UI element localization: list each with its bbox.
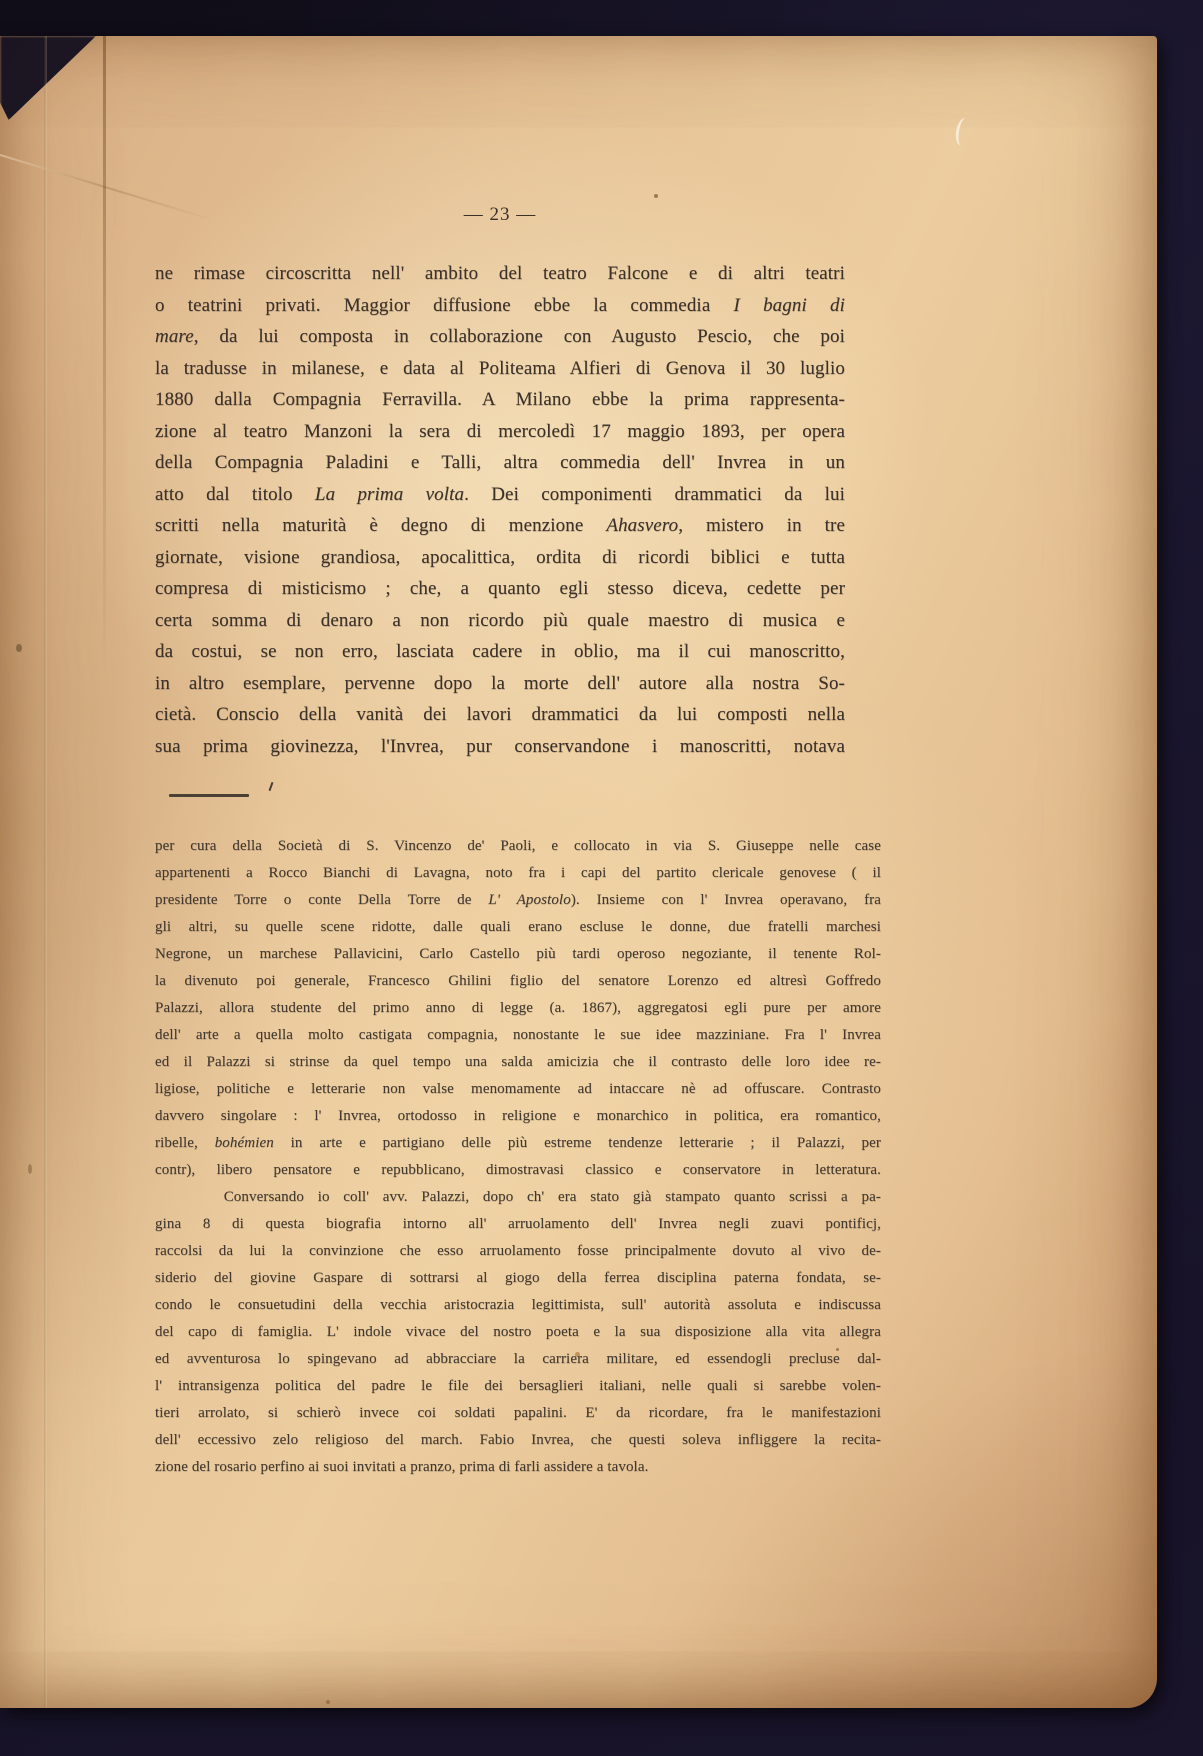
page-number: — 23 — xyxy=(463,204,537,225)
footnote-line-5: Negrone, un marchese Pallavicini, Carlo Castello più tardi operoso negoziante, il tenente Rol- xyxy=(155,946,881,962)
page-crease-left xyxy=(44,36,47,1708)
body-line-7: della Compagnia Paladini e Talli, altra commedia dell' Invrea in un xyxy=(155,452,845,473)
paper-speck xyxy=(326,1700,330,1704)
body-line-4: la tradusse in milanese, e data al Politeama Alfieri di Genova il 30 luglio xyxy=(155,357,845,379)
footnote-line-3: presidente Torre o conte Della Torre de L' Apostolo). Insieme con l' Invrea operavano, fra xyxy=(155,892,881,908)
footnote-separator xyxy=(169,794,249,797)
body-line-15: cietà. Conscio della vanità dei lavori drammatici da lui composti nella xyxy=(155,704,845,725)
footnote-line-7: Palazzi, allora studente del primo anno di legge (a. 1867), aggregatosi egli pure per amore xyxy=(155,1000,881,1016)
body-line-14: in altro esemplare, pervenne dopo la morte dell' autore alla nostra So- xyxy=(155,672,845,694)
body-line-10: giornate, visione grandiosa, apocalittica, ordita di ricordi biblici e tutta xyxy=(155,546,845,568)
body-line-9: scritti nella maturità è degno di menzione Ahasvero, mistero in tre xyxy=(155,515,845,536)
body-line-12: certa somma di denaro a non ricordo più quale maestro di musica e xyxy=(155,609,845,631)
footnote-line-21: l' intransigenza politica del padre le file dei bersaglieri italiani, nelle quali si sarebbe volen- xyxy=(155,1378,881,1394)
ink-tick-mark xyxy=(269,782,274,791)
body-line-1: ne rimase circoscritta nell' ambito del teatro Falcone e di altri teatri xyxy=(155,263,845,284)
body-line-13: da costui, se non erro, lasciata cadere in oblio, ma il cui manoscritto, xyxy=(155,641,845,662)
footnote-line-11: davvero singolare : l' Invrea, ortodosso in religione e monarchico in politica, era romantico, xyxy=(155,1108,881,1124)
footnote-line-19: del capo di famiglia. L' indole vivace del nostro poeta e la sua disposizione alla vita allegra xyxy=(155,1324,881,1340)
footnote-line-23: dell' eccessivo zelo religioso del march. Fabio Invrea, che questi soleva infliggere la recita- xyxy=(155,1432,881,1448)
paper-speck xyxy=(28,1164,32,1174)
book-page xyxy=(0,36,1157,1708)
body-line-8: atto dal titolo La prima volta. Dei componimenti drammatici da lui xyxy=(155,483,845,505)
main-paragraph xyxy=(155,258,845,762)
footnote-line-6: la divenuto poi generale, Francesco Ghilini figlio del senatore Lorenzo ed altresì Goffredo xyxy=(155,973,881,989)
body-line-2: o teatrini privati. Maggior diffusione ebbe la commedia I bagni di xyxy=(155,294,845,316)
body-line-6: zione al teatro Manzoni la sera di mercoledì 17 maggio 1893, per opera xyxy=(155,420,845,442)
page-crease-binding xyxy=(103,36,106,676)
pen-mark xyxy=(954,117,973,147)
footnote-line-10: ligiose, politiche e letterarie non valse menomamente ad intaccare nè ad offuscare. Contrasto xyxy=(155,1081,881,1097)
footnote-line-14: Conversando io coll' avv. Palazzi, dopo ch' era stato già stampato quanto scrissi a pa- xyxy=(155,1189,881,1205)
footnote-line-16: raccolsi da lui la convinzione che esso arruolamento fosse principalmente dovuto al vivo de- xyxy=(155,1243,881,1259)
footnote-line-13: contr), libero pensatore e repubblicano, dimostravasi classico e conservatore in letteratura. xyxy=(155,1162,881,1178)
paper-speck xyxy=(16,644,22,652)
paper-speck xyxy=(654,194,658,198)
body-line-5: 1880 dalla Compagnia Ferravilla. A Milano ebbe la prima rappresenta- xyxy=(155,389,845,410)
page-corner-fold xyxy=(0,36,96,120)
footnote-line-9: ed il Palazzi si strinse da quel tempo una salda amicizia che il contrasto delle loro idee re- xyxy=(155,1054,881,1070)
footnote-line-24: zione del rosario perfino ai suoi invitati a pranzo, prima di farli assidere a tavola. xyxy=(155,1459,649,1475)
footnote-line-2: appartenenti a Rocco Bianchi di Lavagna, noto fra i capi del partito clericale genovese ( il xyxy=(155,865,881,881)
footnote-line-15: gina 8 di questa biografia intorno all' arruolamento dell' Invrea negli zuavi pontificj, xyxy=(155,1216,881,1232)
body-line-3: mare, da lui composta in collaborazione con Augusto Pescio, che poi xyxy=(155,326,845,347)
footnote-line-20: ed avventurosa lo spingevano ad abbracciare la carriera militare, ed essendogli precluse dal- xyxy=(155,1351,881,1367)
footnote-line-18: condo le consuetudini della vecchia aristocrazia legittimista, sull' autorità assoluta e indiscussa xyxy=(155,1297,881,1313)
body-line-16: sua prima giovinezza, l'Invrea, pur conservandone i manoscritti, notava xyxy=(155,735,845,757)
footnote-line-4: gli altri, su quelle scene ridotte, dalle quali erano escluse le donne, due fratelli marchesi xyxy=(155,919,881,935)
footnote-line-22: tieri arrolato, si schierò invece coi soldati papalini. E' da ricordare, fra le manifestazioni xyxy=(155,1405,881,1421)
footnote-line-1: per cura della Società di S. Vincenzo de' Paoli, e collocato in via S. Giuseppe nelle case xyxy=(155,838,881,854)
footnote-line-12: ribelle, bohémien in arte e partigiano delle più estreme tendenze letterarie ; il Palazzi, per xyxy=(155,1135,881,1151)
footnote-block xyxy=(155,833,881,1481)
footnote-line-17: siderio del giovine Gaspare di sottrarsi al giogo della ferrea disciplina paterna fondata, se- xyxy=(155,1270,881,1286)
footnote-line-8: dell' arte a quella molto castigata compagnia, nonostante le sue idee mazziniane. Fra l' Invrea xyxy=(155,1027,881,1043)
body-line-11: compresa di misticismo ; che, a quanto egli stesso diceva, cedette per xyxy=(155,578,845,599)
